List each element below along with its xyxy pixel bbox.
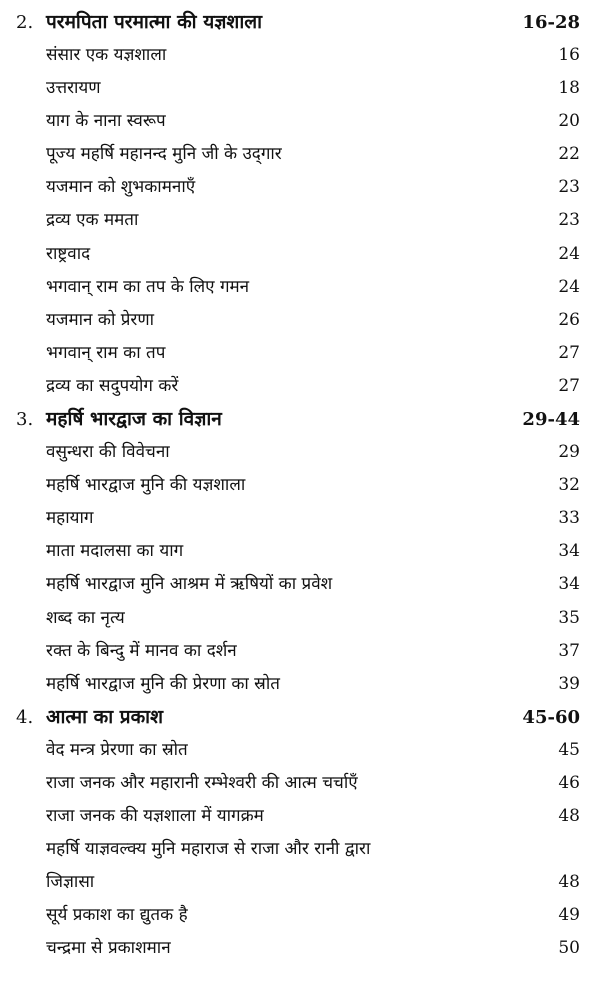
- toc-entry: [16, 899, 580, 932]
- toc-entry: [16, 370, 580, 403]
- entry-page: 27: [558, 375, 580, 396]
- entry-page: 49: [558, 905, 580, 926]
- toc-entry: [16, 436, 580, 469]
- entry-title: भगवान्‌ राम का तप के लिए गमन: [46, 276, 250, 297]
- toc-entry: [16, 800, 580, 833]
- entry-page: 18: [558, 78, 580, 99]
- entry-title: राष्ट्रवाद: [46, 243, 91, 264]
- entry-title: महर्षि भारद्वाज मुनि आश्रम में ऋषियों का प्रवेश: [46, 574, 333, 595]
- entry-page: 33: [558, 508, 580, 529]
- toc-entry: [16, 238, 580, 271]
- toc-entry: [16, 204, 580, 237]
- entry-title: सूर्य प्रकाश का द्युतक है: [46, 905, 188, 926]
- entry-title: शब्द का नृत्य: [46, 607, 125, 628]
- entry-title: याग के नाना स्वरूप: [46, 111, 166, 132]
- toc-entry: [16, 602, 580, 635]
- toc-entry: [16, 502, 580, 535]
- toc-entry: [16, 568, 580, 601]
- chapter-number: 2.: [16, 12, 34, 33]
- toc-entry: [16, 635, 580, 668]
- toc-entry: [16, 105, 580, 138]
- entry-title: रक्त के बिन्दु में मानव का दर्शन: [46, 640, 237, 661]
- entry-title: राजा जनक की यज्ञशाला में यागक्रम: [46, 805, 264, 826]
- toc-entry: [16, 535, 580, 568]
- entry-page: 46: [558, 772, 580, 793]
- toc-entry: [16, 469, 580, 502]
- entry-page: 34: [558, 574, 580, 595]
- toc-entry: [16, 138, 580, 171]
- toc-entry: [16, 767, 580, 800]
- entry-page: 27: [558, 342, 580, 363]
- entry-page: 48: [558, 805, 580, 826]
- entry-title: यजमान को प्रेरणा: [46, 309, 155, 330]
- entry-page: 22: [558, 144, 580, 165]
- entry-page: 16: [558, 45, 580, 65]
- entry-page: 20: [558, 111, 580, 132]
- entry-title: महर्षि याज्ञवल्क्य मुनि महाराज से राजा और रानी द्वारा: [46, 839, 371, 860]
- entry-title: भगवान्‌ राम का तप: [46, 342, 166, 363]
- toc-entry: [16, 734, 580, 767]
- entry-page: 29: [558, 442, 580, 463]
- entry-page: 39: [558, 673, 580, 694]
- entry-page: 23: [558, 177, 580, 198]
- entry-title: उत्तरायण: [46, 78, 101, 99]
- toc-entry: [16, 271, 580, 304]
- toc-entry: [16, 72, 580, 105]
- entry-page: 32: [558, 475, 580, 496]
- entry-page: 23: [558, 210, 580, 231]
- entry-title: वसुन्धरा की विवेचना: [46, 442, 170, 463]
- entry-title: महर्षि भारद्वाज मुनि की प्रेरणा का स्रोत: [46, 673, 280, 694]
- entry-title: द्रव्य एक ममता: [46, 210, 139, 231]
- toc-entry: [16, 932, 580, 965]
- chapter-page-range: 29-44: [522, 409, 580, 431]
- entry-page: 45: [558, 739, 580, 760]
- entry-page: 37: [558, 640, 580, 661]
- entry-page: 35: [558, 607, 580, 628]
- entry-title: संसार एक यज्ञशाला: [46, 45, 167, 65]
- entry-title: द्रव्य का सदुपयोग करें: [46, 375, 179, 396]
- entry-title: पूज्य महर्षि महानन्द मुनि जी के उद्‌गार: [46, 144, 282, 165]
- chapter-heading: [16, 6, 580, 39]
- entry-title: यजमान को शुभकामनाएँ: [46, 177, 196, 198]
- entry-title: माता मदालसा का याग: [46, 541, 184, 562]
- chapter-page-range: 16-28: [522, 12, 580, 33]
- toc-entry: [16, 171, 580, 204]
- entry-page: 34: [558, 541, 580, 562]
- entry-page: 50: [558, 938, 580, 959]
- chapter-heading: [16, 403, 580, 436]
- entry-title: राजा जनक और महारानी रम्भेश्वरी की आत्म चर्चाएँ: [46, 772, 358, 793]
- entry-page: 48: [558, 872, 580, 893]
- toc-entry: [16, 833, 580, 866]
- entry-page: 24: [558, 276, 580, 297]
- chapter-title: आत्मा का प्रकाश: [46, 705, 164, 728]
- entry-page: 24: [558, 243, 580, 264]
- toc-entry: [16, 866, 580, 899]
- toc-entry: [16, 39, 580, 72]
- chapter-number: 3.: [16, 409, 34, 431]
- entry-title: महायाग: [46, 508, 94, 529]
- toc-entry: [16, 668, 580, 701]
- chapter-page-range: 45-60: [522, 706, 580, 728]
- entry-title: चन्द्रमा से प्रकाशमान: [46, 938, 171, 959]
- entry-title: वेद मन्त्र प्रेरणा का स्रोत: [46, 739, 188, 760]
- entry-page: 26: [558, 309, 580, 330]
- chapter-heading: [16, 701, 580, 734]
- entry-title: जिज्ञासा: [46, 872, 95, 893]
- toc-entry: [16, 337, 580, 370]
- chapter-title: परमपिता परमात्मा की यज्ञशाला: [46, 11, 263, 33]
- entry-title: महर्षि भारद्वाज मुनि की यज्ञशाला: [46, 475, 246, 496]
- toc-entry: [16, 304, 580, 337]
- chapter-number: 4.: [16, 706, 34, 728]
- chapter-title: महर्षि भारद्वाज का विज्ञान: [46, 408, 222, 431]
